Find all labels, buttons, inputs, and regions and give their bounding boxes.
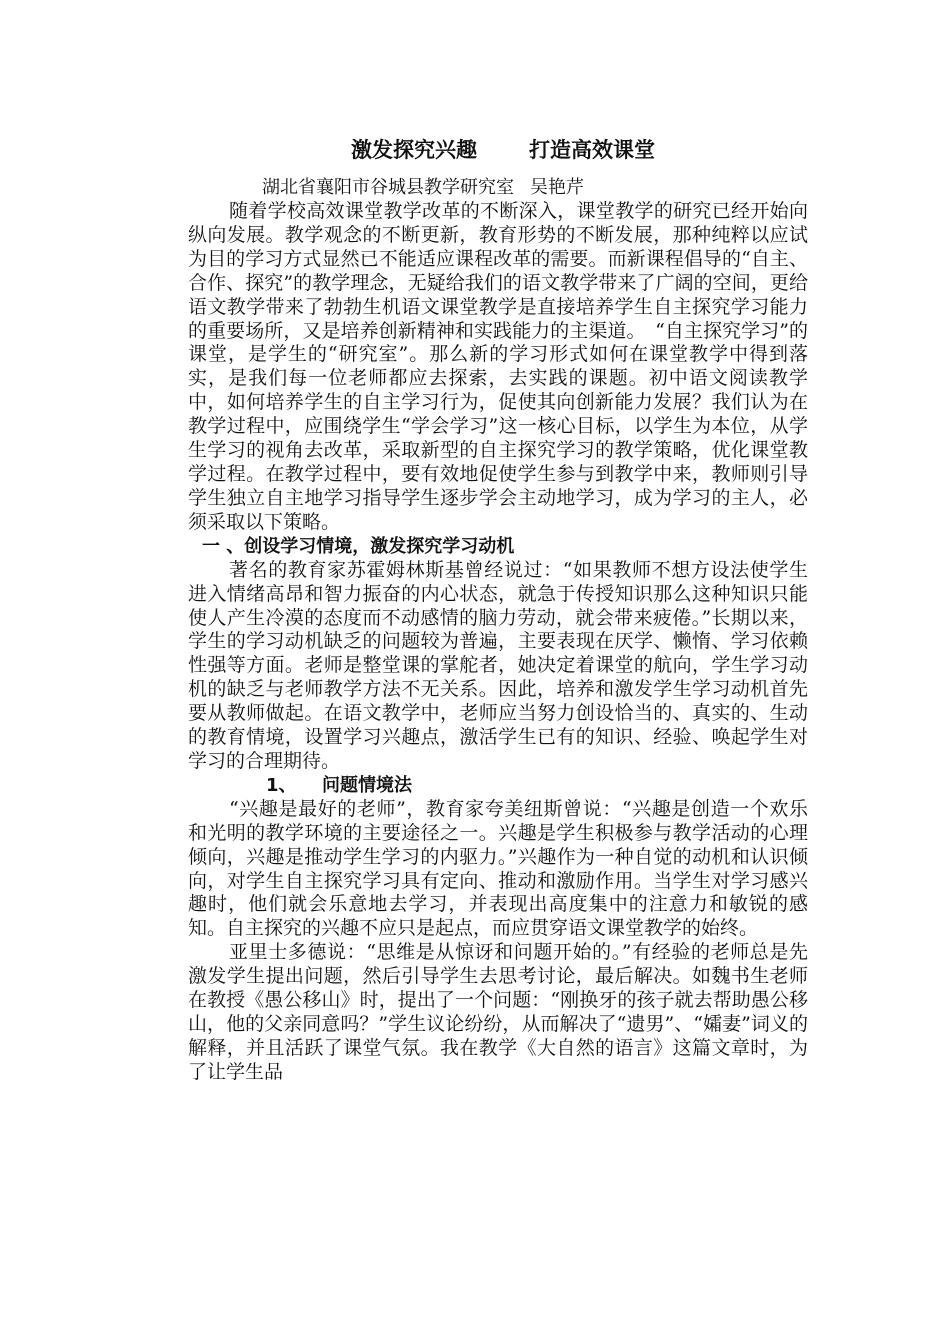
section-heading-1: 一 、创设学习情境，激发探究学习动机 — [202, 535, 515, 557]
document-page — [188, 136, 808, 1085]
subsection1-paragraph-2: 亚里士多德说：“思维是从惊讶和问题开始的。”有经验的老师总是先激发学生提出问题，然后引导学生去思考讨论，最后解决。如魏书生老师在教授《愚公移山》时，提出了一个问题：“刚换牙的孩子就去帮助愚公移山，他的父亲同意吗？”学生议论纷纷，从而解决了“遗男”、“孀妻”词义的解释，并且活跃了课堂气氛。我在教学《大自然的语言》这篇文章时，为了让学生品 — [188, 941, 808, 1083]
subsection-title: 问题情境法 — [322, 774, 412, 796]
document-title — [188, 136, 808, 164]
subsection1-paragraph-1: “兴趣是最好的老师”，教育家夸美纽斯曾说：“兴趣是创造一个欢乐和光明的教学环境的主要途径之一。兴趣是学生积极参与教学活动的心理倾向，兴趣是推动学生学习的内驱力。”兴趣作为一种自觉的动机和认识倾向，对学生自主探究学习具有定向、推动和激励作用。当学生对学习感兴趣时，他们就会乐意地去学习，并表现出高度集中的注意力和敏锐的感知。自主探究的兴趣不应只是起点，而应贯穿语文课堂教学的始终。 — [188, 797, 808, 940]
section1-paragraph: 著名的教育家苏霍姆林斯基曾经说过：“如果教师不想方设法使学生进入情绪高昂和智力振奋的内心状态，就急于传授知识那么这种知识只能使人产生冷漠的态度而不动感情的脑力劳动，就会带来疲倦。”长期以来，学生的学习动机缺乏的问题较为普遍，主要表现在厌学、懒惰、学习依赖性强等方面。老师是整堂课的掌舵者，她决定着课堂的航向，学生学习动机的缺乏与老师教学方法不无关系。因此，培养和激发学生学习动机首先要从教师做起。在语文教学中，老师应当努力创设恰当的、真实的、生动的教育情境，设置学习兴趣点，激活学生已有的知识、经验、唤起学生对学习的合理期待。 — [188, 558, 808, 772]
author-line — [188, 176, 808, 200]
author-name: 吴艳芹 — [530, 177, 584, 198]
title-part-2: 打造高效课堂 — [529, 138, 655, 162]
subsection-number: 1、 — [266, 774, 297, 796]
intro-paragraph: 随着学校高效课堂教学改革的不断深入，课堂教学的研究已经开始向纵向发展。教学观念的不断更新，教育形势的不断发展，那种纯粹以应试为目的学习方式显然已不能适应课程改革的需要。而新课程倡导的“自主、合作、探究”的教学理念，无疑给我们的语文教学带来了广阔的空间，更给语文教学带来了勃勃生机语文课堂教学是直接培养学生自主探究学习能力的重要场所，又是培养创新精神和实践能力的主渠道。 “自主探究学习”的课堂，是学生的“研究室”。那么新的学习形式如何在课堂教学中得到落实，是我们每一位老师都应去探索，去实践的课题。初中语文阅读教学中，如何培养学生的自主学习行为，促使其向创新能力发展？我们认为在教学过程中，应围绕学生“学会学习”这一核心目标，以学生为本位，从学生学习的视角去改革，采取新型的自主探究学习的教学策略，优化课堂教学过程。在教学过程中，要有效地促使学生参与到教学中来，教师则引导学生独立自主地学习指导学生逐步学会主动地学习，成为学习的主人，必须采取以下策略。 — [188, 200, 808, 533]
subsection-heading-1 — [188, 774, 808, 798]
author-organization: 湖北省襄阳市谷城县教学研究室 — [262, 177, 514, 198]
title-part-1: 激发探究兴趣 — [351, 138, 477, 162]
